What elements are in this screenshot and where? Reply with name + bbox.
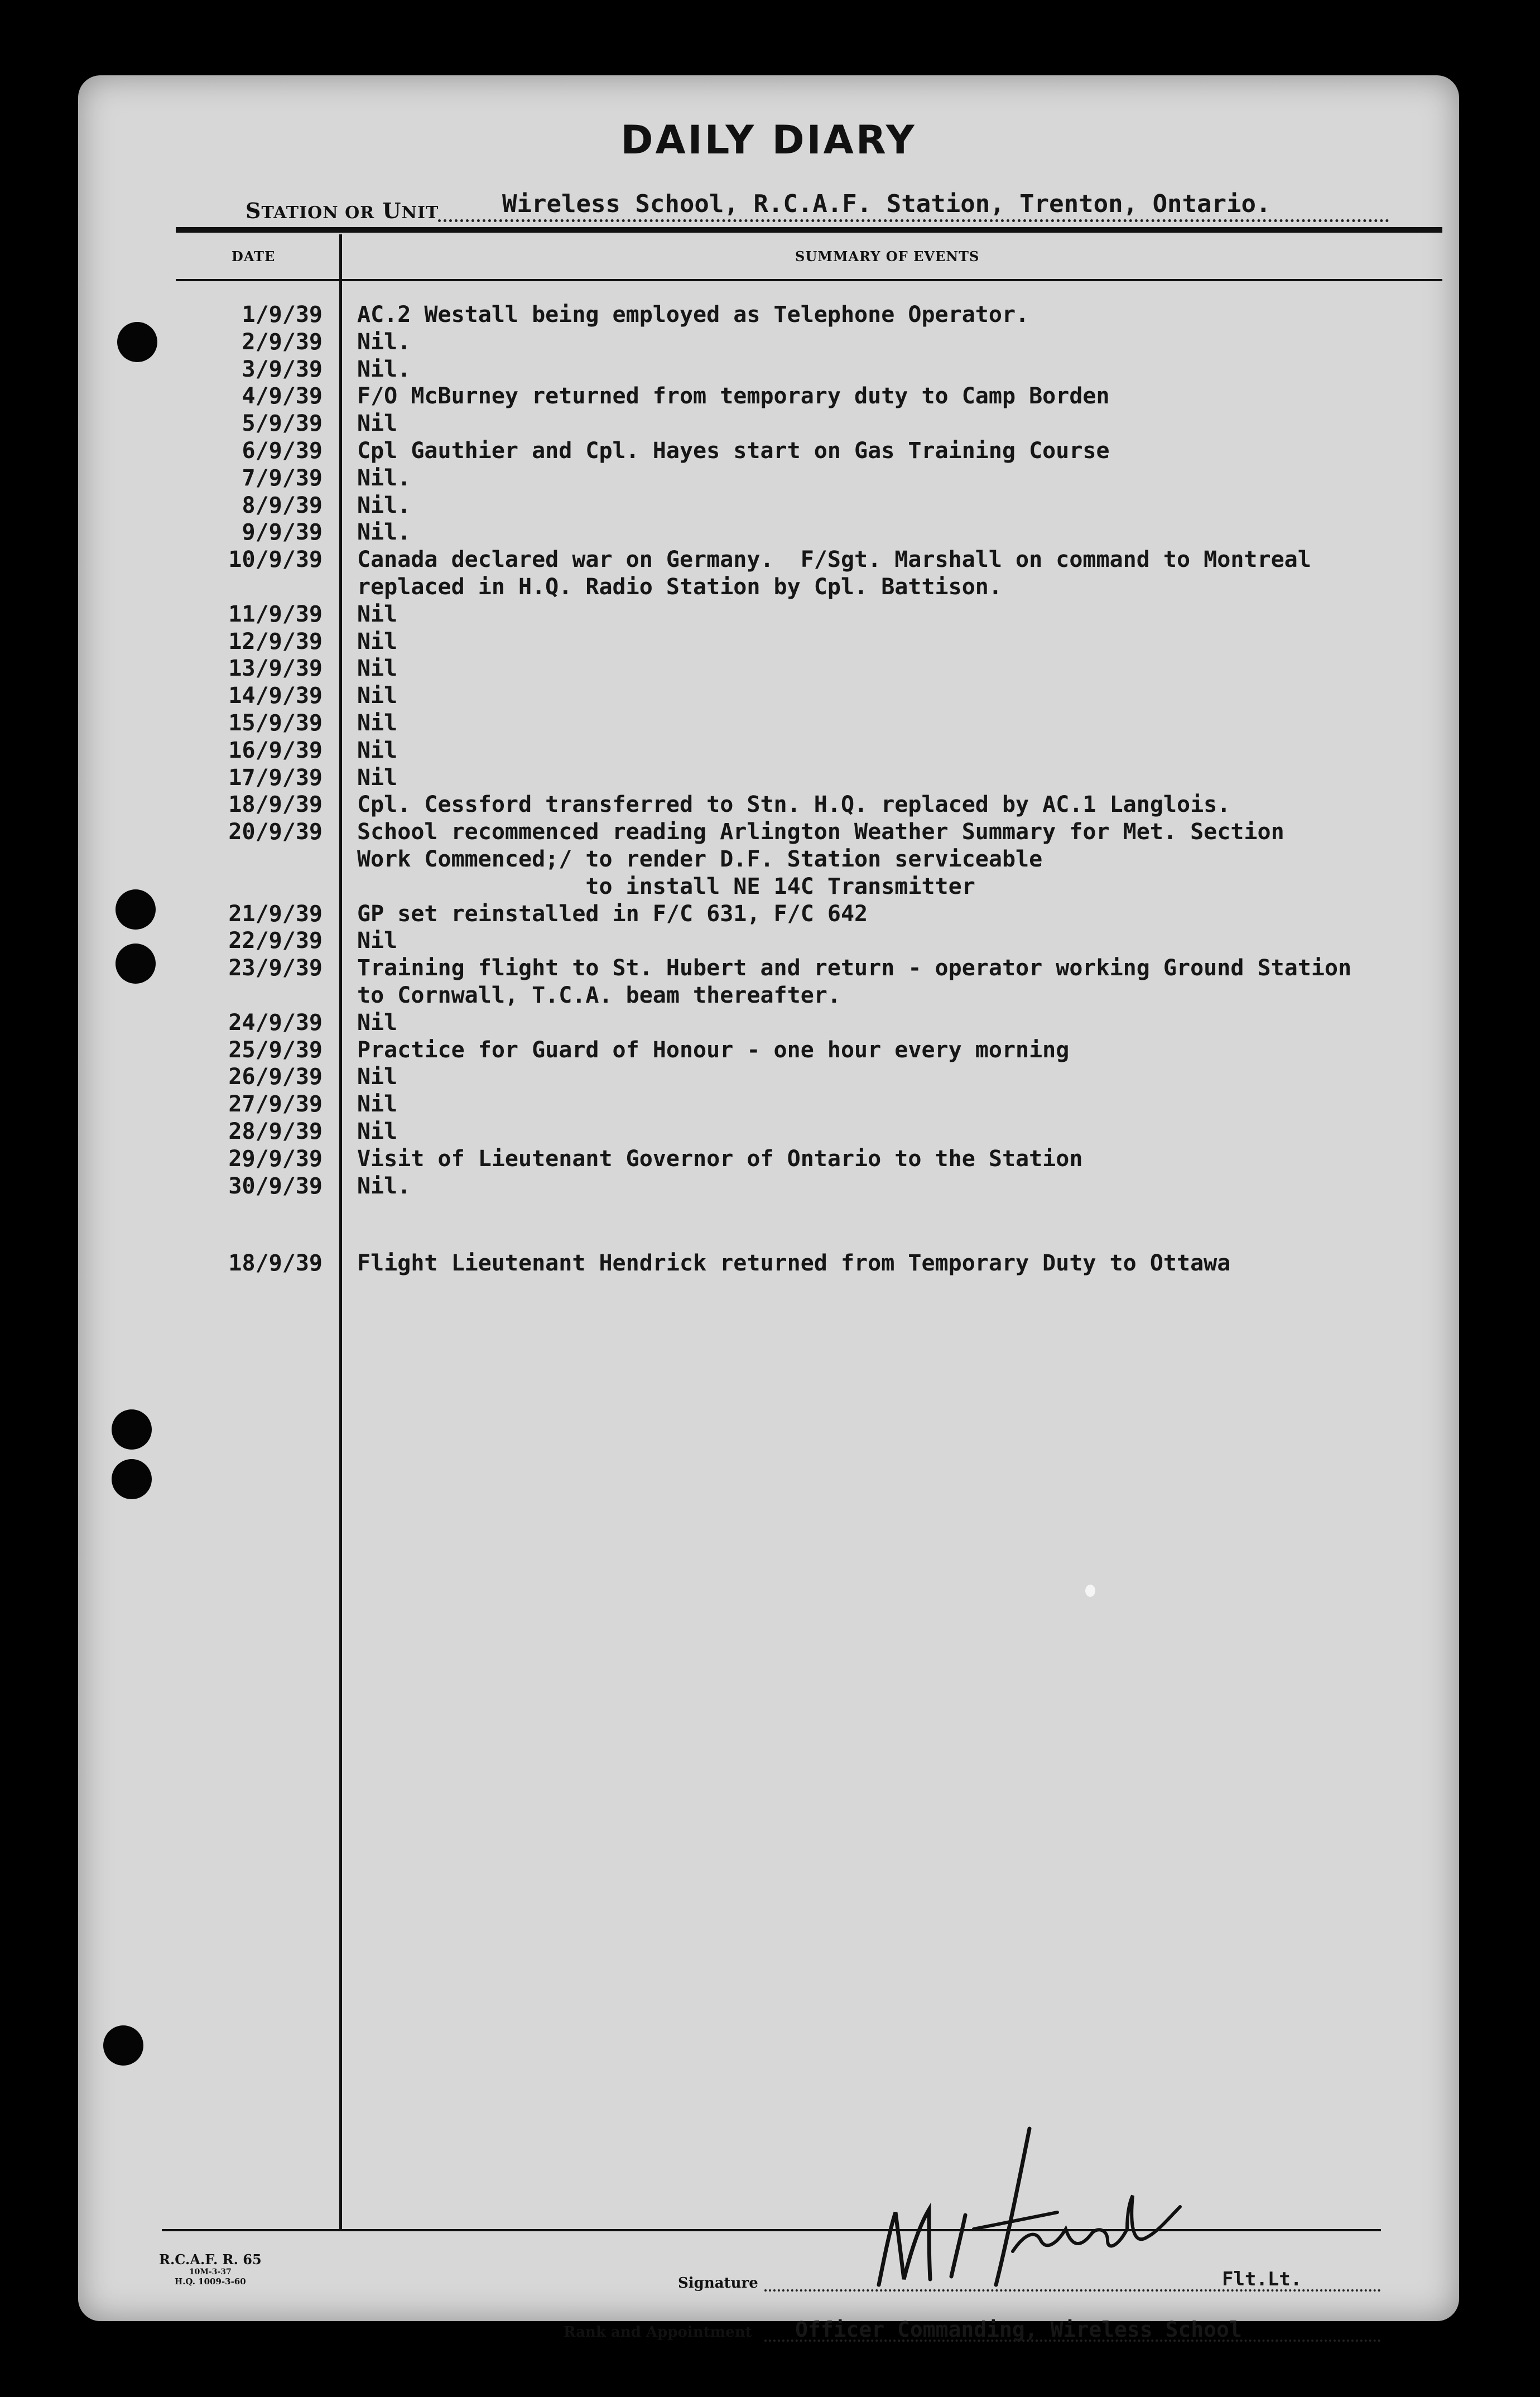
entry-text: Nil	[357, 1118, 398, 1144]
diary-page	[78, 75, 1459, 2342]
entry-gap	[184, 1200, 1451, 1250]
entry-text: Nil.	[357, 1173, 411, 1199]
diary-entry	[184, 1091, 1451, 1118]
entry-text: Nil.	[357, 356, 411, 382]
entry-text: GP set reinstalled in F/C 631, F/C 642	[357, 901, 868, 927]
entry-text: Nil.	[357, 465, 411, 491]
handwritten-signature	[845, 2117, 1202, 2302]
station-label: STATION OR UNIT	[246, 198, 439, 223]
entry-date: 16/9/39	[228, 737, 323, 763]
form-code	[159, 2251, 262, 2287]
rank-suffix: Flt.Lt.	[1222, 2268, 1302, 2290]
rank-value: Officer Commanding, Wireless School	[795, 2317, 1242, 2342]
entry-text: Nil	[357, 656, 398, 682]
form-code-print: 10M-3-37	[189, 2268, 232, 2276]
entry-date: 25/9/39	[228, 1037, 323, 1063]
page-title: DAILY DIARY	[620, 117, 917, 163]
entry-text: Nil	[357, 710, 398, 736]
punch-hole	[112, 1409, 152, 1450]
header-rule	[176, 227, 1442, 233]
entry-date: 11/9/39	[228, 601, 323, 627]
diary-entry	[184, 437, 1451, 465]
entry-text: Nil	[357, 1064, 398, 1090]
entry-text: Nil.	[357, 329, 411, 355]
column-header-rule	[176, 279, 1442, 281]
diary-entries	[184, 301, 1451, 1277]
date-column-header: DATE	[232, 248, 276, 264]
rank-label: Rank and Appointment	[564, 2324, 752, 2341]
diary-entry	[184, 737, 1451, 764]
diary-entry	[184, 1063, 1451, 1091]
entry-date: 2/9/39	[242, 329, 323, 355]
diary-entry	[184, 356, 1451, 383]
diary-entry	[184, 329, 1451, 356]
diary-entry	[184, 546, 1451, 601]
signature-label: Signature	[678, 2275, 758, 2292]
diary-entry	[184, 1009, 1451, 1037]
entry-text: Nil	[357, 683, 398, 709]
entry-date: 27/9/39	[228, 1091, 323, 1118]
diary-entry	[184, 927, 1451, 955]
entry-text: Canada declared war on Germany. F/Sgt. Marshall on command to Montreal replaced in H.Q. Radio Station by Cpl. Battison.	[357, 547, 1311, 600]
entry-text: Nil	[357, 411, 398, 437]
entry-text: Nil	[357, 601, 398, 627]
entry-text: Nil	[357, 764, 398, 791]
entry-date: 21/9/39	[228, 901, 323, 927]
entry-date: 24/9/39	[228, 1009, 323, 1036]
punch-hole	[116, 944, 156, 984]
entry-date: 14/9/39	[228, 683, 323, 709]
entry-text: Nil.	[357, 492, 411, 518]
diary-entry	[184, 655, 1451, 682]
entry-date: 6/9/39	[242, 437, 323, 464]
entry-date: 22/9/39	[228, 928, 323, 954]
diary-entry	[184, 764, 1451, 792]
diary-entry	[184, 301, 1451, 329]
punch-hole	[103, 2025, 143, 2066]
entry-text: Nil	[357, 737, 398, 763]
entry-date: 17/9/39	[228, 764, 323, 791]
entry-date: 7/9/39	[242, 465, 323, 491]
entry-date: 3/9/39	[242, 356, 323, 382]
entry-text: Nil	[357, 1091, 398, 1118]
entry-date: 29/9/39	[228, 1145, 323, 1172]
diary-entry	[184, 682, 1451, 710]
entry-text: Visit of Lieutenant Governor of Ontario to the Station	[357, 1145, 1083, 1172]
entry-date: 26/9/39	[228, 1064, 323, 1090]
diary-entry	[184, 1250, 1451, 1277]
entry-date: 23/9/39	[228, 955, 323, 981]
diary-entry	[184, 791, 1451, 819]
entry-date: 18/9/39	[228, 1250, 323, 1277]
entry-text: Cpl Gauthier and Cpl. Hayes start on Gas Training Course	[357, 437, 1110, 464]
entry-date: 5/9/39	[242, 411, 323, 437]
diary-entry	[184, 519, 1451, 546]
form-code-hq: H.Q. 1009-3-60	[175, 2276, 246, 2287]
entry-text: Nil	[357, 1009, 398, 1036]
entry-date: 1/9/39	[242, 302, 323, 328]
diary-entry	[184, 819, 1451, 900]
entry-date: 13/9/39	[228, 656, 323, 682]
entry-date: 18/9/39	[228, 792, 323, 818]
station-dotted-line	[438, 219, 1389, 222]
entry-date: 30/9/39	[228, 1173, 323, 1199]
entry-text: F/O McBurney returned from temporary duty to Camp Borden	[357, 383, 1110, 410]
entry-text: Practice for Guard of Honour - one hour every morning	[357, 1037, 1070, 1063]
form-code-number: R.C.A.F. R. 65	[159, 2251, 262, 2268]
diary-entry	[184, 1145, 1451, 1173]
diary-entry	[184, 601, 1451, 628]
entry-text: AC.2 Westall being employed as Telephone Operator.	[357, 302, 1029, 328]
entry-text: Cpl. Cessford transferred to Stn. H.Q. replaced by AC.1 Langlois.	[357, 792, 1231, 818]
entry-date: 8/9/39	[242, 492, 323, 518]
diary-entry	[184, 901, 1451, 928]
entry-text: Flight Lieutenant Hendrick returned from Temporary Duty to Ottawa	[357, 1250, 1231, 1277]
paper-speck	[1085, 1585, 1095, 1597]
diary-entry	[184, 492, 1451, 519]
entry-text: School recommenced reading Arlington Weather Summary for Met. Section Work Commenced;/ to render D.F. Station serviceable to install NE 14C Transmitter	[357, 819, 1284, 899]
punch-hole	[116, 889, 156, 930]
entry-text: Nil.	[357, 519, 411, 546]
diary-entry	[184, 1173, 1451, 1200]
diary-entry	[184, 1118, 1451, 1145]
entry-date: 9/9/39	[242, 519, 323, 546]
diary-entry	[184, 465, 1451, 492]
diary-entry	[184, 710, 1451, 737]
diary-entry	[184, 383, 1451, 410]
diary-entry	[184, 955, 1451, 1009]
entry-text: Nil	[357, 628, 398, 654]
entry-date: 10/9/39	[228, 547, 323, 573]
punch-hole	[117, 322, 157, 362]
entry-date: 20/9/39	[228, 819, 323, 845]
diary-entry	[184, 410, 1451, 437]
punch-hole	[112, 1459, 152, 1499]
entry-date: 15/9/39	[228, 710, 323, 736]
entry-date: 12/9/39	[228, 628, 323, 654]
diary-entry	[184, 1037, 1451, 1064]
summary-column-header: SUMMARY OF EVENTS	[795, 248, 980, 264]
entry-text: Training flight to St. Hubert and return - operator working Ground Station to Cornwall, T.C.A. beam thereafter.	[357, 955, 1352, 1008]
diary-entry	[184, 628, 1451, 656]
entry-text: Nil	[357, 928, 398, 954]
entry-date: 4/9/39	[242, 383, 323, 410]
station-value: Wireless School, R.C.A.F. Station, Trenton, Ontario.	[502, 190, 1271, 218]
entry-date: 28/9/39	[228, 1118, 323, 1144]
